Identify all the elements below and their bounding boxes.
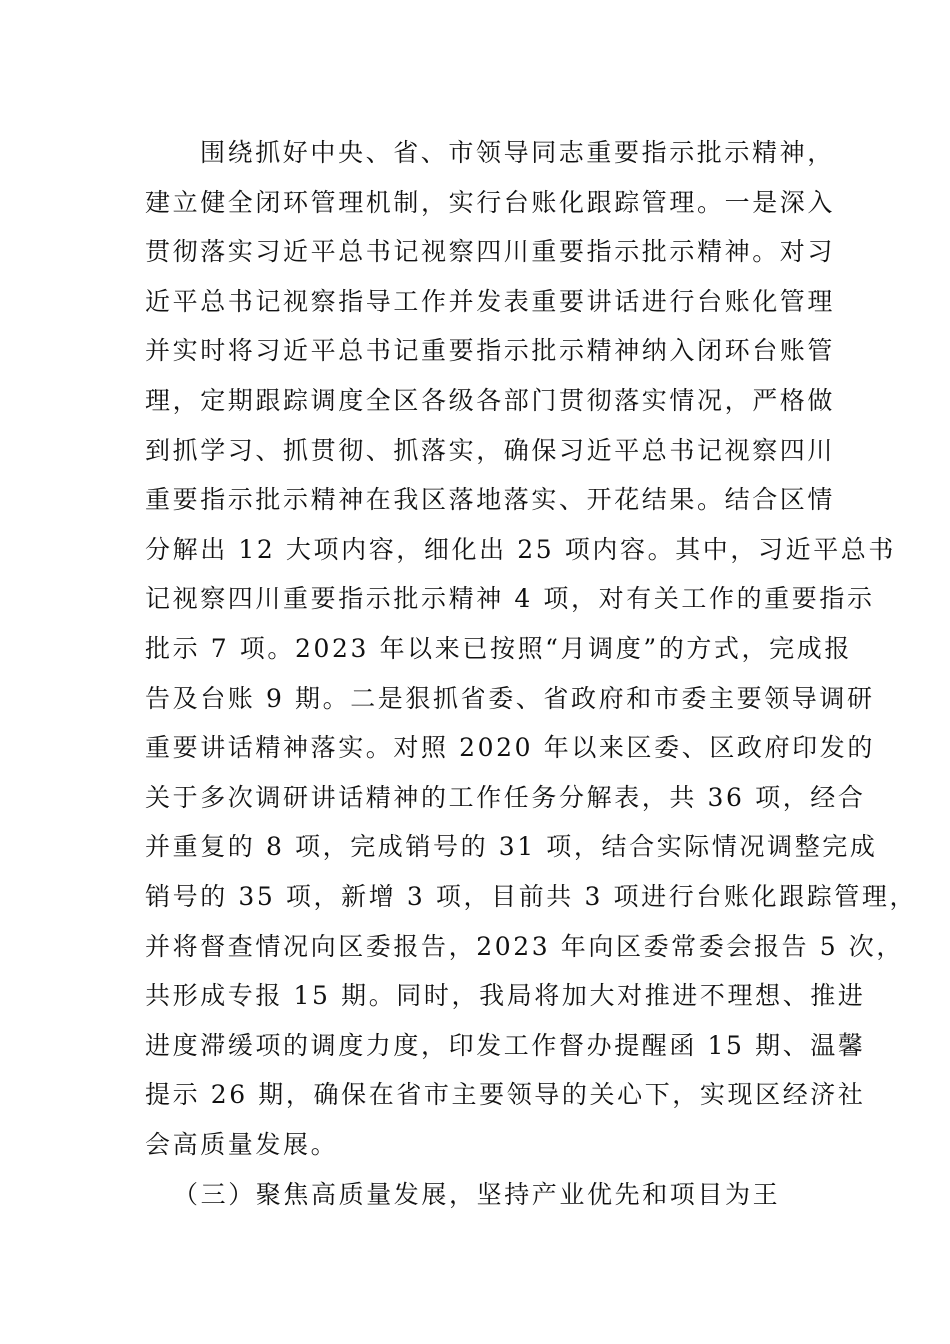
paragraph-line: 关于多次调研讲话精神的工作任务分解表，共 36 项，经合 [145, 782, 866, 812]
paragraph-line: 理，定期跟踪调度全区各级各部门贯彻落实情况，严格做 [145, 386, 836, 415]
section-heading: （三）聚焦高质量发展，坚持产业优先和项目为王 [173, 1179, 781, 1209]
paragraph-line: 会高质量发展。 [145, 1130, 339, 1159]
paragraph-line: 共形成专报 15 期。同时，我局将加大对推进不理想、推进 [145, 981, 866, 1011]
paragraph-line: 进度滞缓项的调度力度，印发工作督办提醒函 15 期、温馨 [145, 1030, 866, 1060]
paragraph-line: 并重复的 8 项，完成销号的 31 项，结合实际情况调整完成 [145, 832, 878, 862]
paragraph-line: 围绕抓好中央、省、市领导同志重要指示批示精神， [200, 138, 835, 167]
paragraph-line: 重要指示批示精神在我区落地落实、开花结果。结合区情 [145, 485, 836, 515]
paragraph-line: 并实时将习近平总书记重要指示批示精神纳入闭环台账管 [145, 336, 836, 366]
paragraph-line: 并将督查情况向区委报告，2023 年向区委常委会报告 5 次， [145, 931, 904, 961]
paragraph-line: 建立健全闭环管理机制，实行台账化跟踪管理。一是深入 [145, 187, 836, 217]
paragraph-line: 近平总书记视察指导工作并发表重要讲话进行台账化管理 [145, 286, 836, 316]
paragraph-line: 记视察四川重要指示批示精神 4 项，对有关工作的重要指示 [145, 584, 875, 614]
paragraph-line: 分解出 12 大项内容，细化出 25 项内容。其中，习近平总书 [145, 534, 897, 564]
paragraph-line: 到抓学习、抓贯彻、抓落实，确保习近平总书记视察四川 [145, 435, 836, 465]
paragraph-line: 贯彻落实习近平总书记视察四川重要指示批示精神。对习 [145, 237, 836, 267]
paragraph-line: 提示 26 期，确保在省市主要领导的关心下，实现区经济社 [145, 1080, 866, 1110]
paragraph-line: 重要讲话精神落实。对照 2020 年以来区委、区政府印发的 [145, 733, 875, 763]
paragraph-line: 告及台账 9 期。二是狠抓省委、省政府和市委主要领导调研 [145, 683, 875, 713]
paragraph-line: 销号的 35 项，新增 3 项，目前共 3 项进行台账化跟踪管理， [145, 882, 918, 911]
paragraph-line: 批示 7 项。2023 年以来已按照“月调度”的方式，完成报 [145, 634, 852, 663]
